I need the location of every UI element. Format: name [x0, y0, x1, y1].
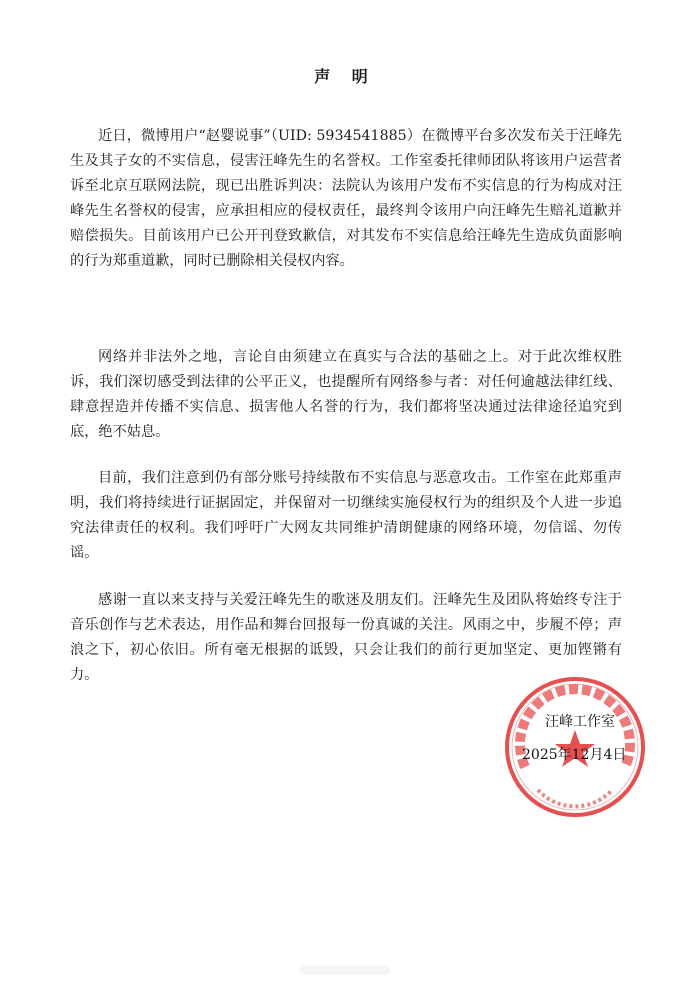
signature-date: 2025年12月4日 [522, 747, 627, 763]
paragraph-2: 网络并非法外之地，言论自由须建立在真实与合法的基础之上。对于此次维权胜诉，我们深切感受到法律的公平正义，也提醒所有网络参与者：对任何逾越法律红线、肆意捏造并传播不实信息、损害他人名誉的行为，我们都将坚决通过法律途径追究到底，绝不姑息。 [70, 349, 622, 440]
paragraph-1: 近日，微博用户“赵婴说事”（UID: 5934541885）在微博平台多次发布关于汪峰先生及其子女的不实信息，侵害汪峰先生的名誉权。工作室委托律师团队将该用户运营者诉至北京互联网法院，现已出胜诉判决：法院认为该用户发布不实信息的行为构成对汪峰先生名誉权的侵害，应承担相应的侵权责任，最终判令该用户向汪峰先生赔礼道歉并赔偿损失。目前该用户已公开刊登致歉信，对其发布不实信息给汪峰先生造成负面影响的行为郑重道歉，同时已删除相关侵权内容。 [70, 128, 622, 269]
document-title: 声 明 [314, 67, 376, 86]
bottom-watermark-bar [300, 965, 390, 975]
signature-organization: 汪峰工作室 [545, 714, 615, 730]
paragraph-3: 目前，我们注意到仍有部分账号持续散布不实信息与恶意攻击。工作室在此郑重声明，我们将持续进行证据固定，并保留对一切继续实施侵权行为的组织及个人进一步追究法律责任的权利。我们呼吁广大网友共同维护清朗健康的网络环境，勿信谣、勿传谣。 [70, 470, 622, 561]
paragraph-4: 感谢一直以来支持与关爱汪峰先生的歌迷及朋友们。汪峰先生及团队将始终专注于音乐创作与艺术表达，用作品和舞台回报每一份真诚的关注。风雨之中，步履不停；声浪之下，初心依旧。所有毫无根据的诋毁，只会让我们的前行更加坚定、更加铿锵有力。 [70, 592, 622, 683]
